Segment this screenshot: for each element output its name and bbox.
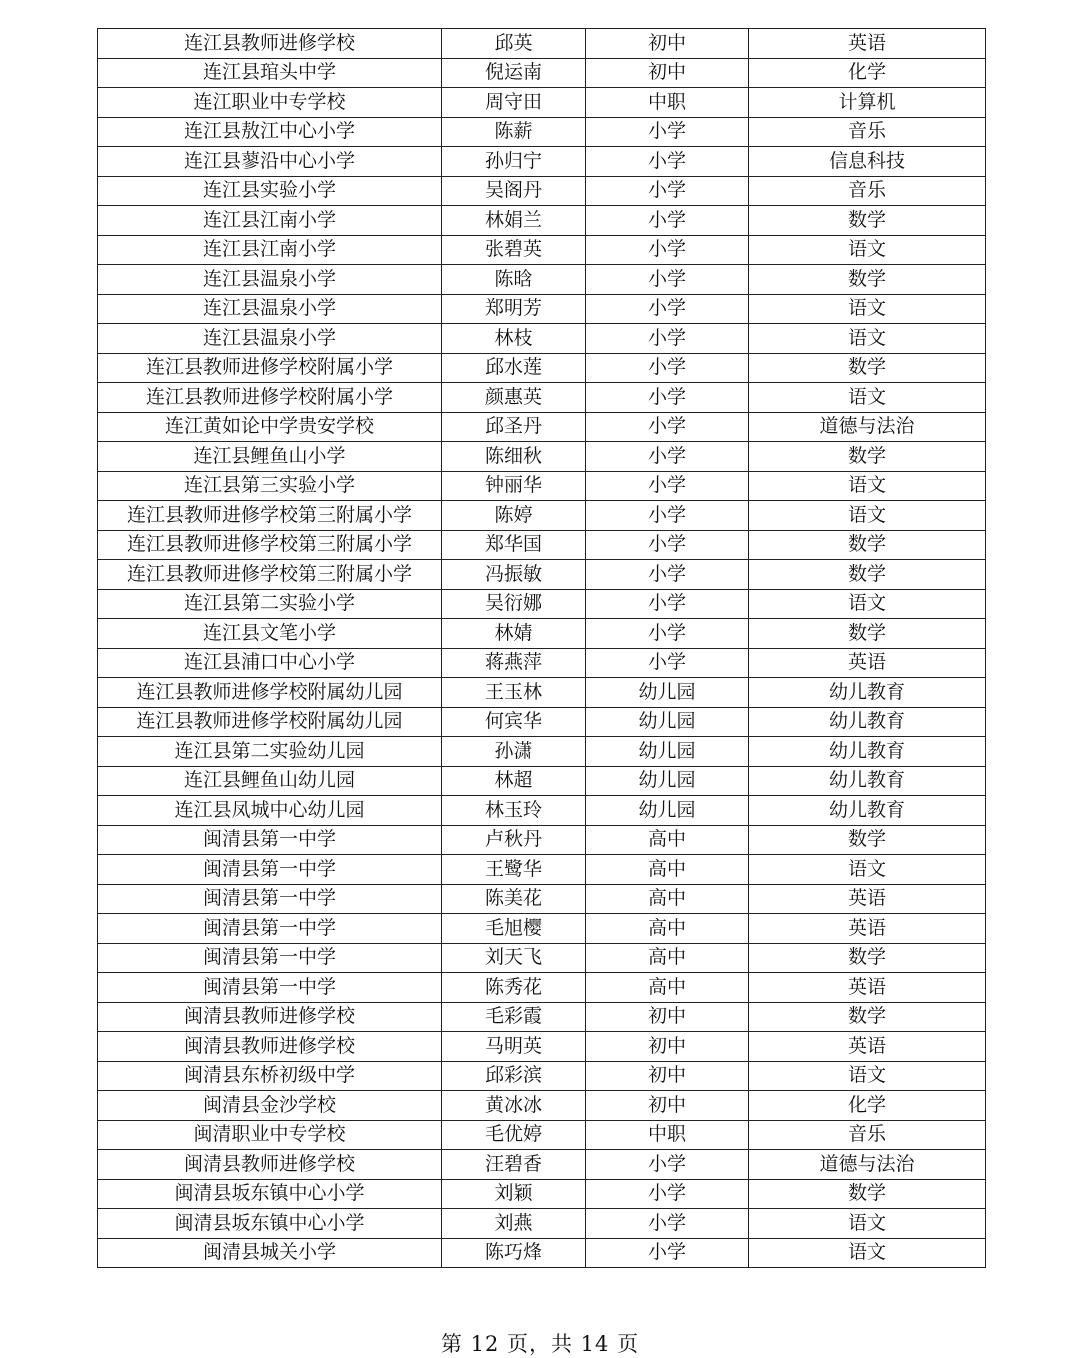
subject-cell: 英语 (749, 973, 986, 1003)
table-row (98, 1179, 986, 1209)
teacher-list-table (97, 28, 986, 1268)
name-cell: 汪碧香 (442, 1150, 586, 1180)
name-cell: 蒋燕萍 (442, 648, 586, 678)
name-cell: 马明英 (442, 1032, 586, 1062)
name-cell: 邱英 (442, 29, 586, 59)
subject-cell: 道德与法治 (749, 1150, 986, 1180)
level-cell: 初中 (586, 58, 749, 88)
table-row (98, 943, 986, 973)
table-row (98, 1120, 986, 1150)
subject-cell: 语文 (749, 324, 986, 354)
name-cell: 王鹭华 (442, 855, 586, 885)
name-cell: 吴阁丹 (442, 176, 586, 206)
level-cell: 高中 (586, 973, 749, 1003)
table-row (98, 147, 986, 177)
subject-cell: 语文 (749, 855, 986, 885)
school-cell: 连江县教师进修学校第三附属小学 (98, 530, 442, 560)
level-cell: 小学 (586, 1209, 749, 1239)
table-row (98, 589, 986, 619)
name-cell: 邱水莲 (442, 353, 586, 383)
name-cell: 毛彩霞 (442, 1002, 586, 1032)
table-row (98, 294, 986, 324)
level-cell: 中职 (586, 1120, 749, 1150)
subject-cell: 信息科技 (749, 147, 986, 177)
table-body (98, 29, 986, 1268)
level-cell: 幼儿园 (586, 796, 749, 826)
name-cell: 黄冰冰 (442, 1091, 586, 1121)
name-cell: 郑华国 (442, 530, 586, 560)
subject-cell: 语文 (749, 501, 986, 531)
level-cell: 幼儿园 (586, 737, 749, 767)
table-row (98, 176, 986, 206)
subject-cell: 数学 (749, 1179, 986, 1209)
name-cell: 吴衍娜 (442, 589, 586, 619)
table-row (98, 412, 986, 442)
subject-cell: 语文 (749, 471, 986, 501)
level-cell: 小学 (586, 117, 749, 147)
subject-cell: 英语 (749, 29, 986, 59)
level-cell: 高中 (586, 855, 749, 885)
level-cell: 幼儿园 (586, 707, 749, 737)
name-cell: 毛优婷 (442, 1120, 586, 1150)
level-cell: 小学 (586, 1238, 749, 1268)
level-cell: 小学 (586, 353, 749, 383)
school-cell: 连江职业中专学校 (98, 88, 442, 118)
subject-cell: 语文 (749, 1061, 986, 1091)
level-cell: 小学 (586, 383, 749, 413)
name-cell: 林玉玲 (442, 796, 586, 826)
school-cell: 闽清职业中专学校 (98, 1120, 442, 1150)
table-row (98, 560, 986, 590)
name-cell: 毛旭樱 (442, 914, 586, 944)
level-cell: 小学 (586, 1179, 749, 1209)
table-row (98, 442, 986, 472)
table-row (98, 353, 986, 383)
school-cell: 连江县江南小学 (98, 206, 442, 236)
name-cell: 何宾华 (442, 707, 586, 737)
level-cell: 小学 (586, 619, 749, 649)
school-cell: 闽清县教师进修学校 (98, 1002, 442, 1032)
subject-cell: 计算机 (749, 88, 986, 118)
level-cell: 初中 (586, 1091, 749, 1121)
name-cell: 刘燕 (442, 1209, 586, 1239)
school-cell: 连江县浦口中心小学 (98, 648, 442, 678)
table-row (98, 1002, 986, 1032)
table-row (98, 737, 986, 767)
table-row (98, 914, 986, 944)
level-cell: 小学 (586, 589, 749, 619)
table-row (98, 383, 986, 413)
school-cell: 连江县琯头中学 (98, 58, 442, 88)
subject-cell: 化学 (749, 58, 986, 88)
level-cell: 中职 (586, 88, 749, 118)
subject-cell: 英语 (749, 884, 986, 914)
table-row (98, 884, 986, 914)
name-cell: 陈晗 (442, 265, 586, 295)
table-row (98, 88, 986, 118)
subject-cell: 英语 (749, 1032, 986, 1062)
subject-cell: 数学 (749, 353, 986, 383)
level-cell: 小学 (586, 206, 749, 236)
subject-cell: 语文 (749, 1238, 986, 1268)
level-cell: 小学 (586, 265, 749, 295)
name-cell: 林超 (442, 766, 586, 796)
name-cell: 邱彩滨 (442, 1061, 586, 1091)
school-cell: 连江县江南小学 (98, 235, 442, 265)
name-cell: 倪运南 (442, 58, 586, 88)
school-cell: 闽清县第一中学 (98, 884, 442, 914)
school-cell: 连江县蓼沿中心小学 (98, 147, 442, 177)
subject-cell: 语文 (749, 383, 986, 413)
school-cell: 连江县教师进修学校附属小学 (98, 383, 442, 413)
level-cell: 小学 (586, 501, 749, 531)
subject-cell: 语文 (749, 1209, 986, 1239)
table-row (98, 973, 986, 1003)
school-cell: 连江县凤城中心幼儿园 (98, 796, 442, 826)
school-cell: 连江县教师进修学校 (98, 29, 442, 59)
level-cell: 小学 (586, 648, 749, 678)
table-row (98, 58, 986, 88)
level-cell: 小学 (586, 412, 749, 442)
school-cell: 连江县温泉小学 (98, 265, 442, 295)
subject-cell: 英语 (749, 648, 986, 678)
school-cell: 闽清县金沙学校 (98, 1091, 442, 1121)
level-cell: 幼儿园 (586, 678, 749, 708)
level-cell: 幼儿园 (586, 766, 749, 796)
name-cell: 林娟兰 (442, 206, 586, 236)
school-cell: 闽清县坂东镇中心小学 (98, 1179, 442, 1209)
level-cell: 小学 (586, 235, 749, 265)
name-cell: 陈巧烽 (442, 1238, 586, 1268)
school-cell: 闽清县第一中学 (98, 914, 442, 944)
table-row (98, 206, 986, 236)
table-row (98, 1091, 986, 1121)
table-row (98, 707, 986, 737)
table-row (98, 265, 986, 295)
subject-cell: 语文 (749, 589, 986, 619)
subject-cell: 幼儿教育 (749, 678, 986, 708)
table-row (98, 117, 986, 147)
name-cell: 陈秀花 (442, 973, 586, 1003)
level-cell: 初中 (586, 1061, 749, 1091)
subject-cell: 音乐 (749, 1120, 986, 1150)
school-cell: 连江县教师进修学校第三附属小学 (98, 560, 442, 590)
table-row (98, 1150, 986, 1180)
school-cell: 闽清县教师进修学校 (98, 1150, 442, 1180)
level-cell: 小学 (586, 530, 749, 560)
subject-cell: 数学 (749, 560, 986, 590)
level-cell: 小学 (586, 471, 749, 501)
name-cell: 林婧 (442, 619, 586, 649)
subject-cell: 音乐 (749, 176, 986, 206)
table-row (98, 855, 986, 885)
name-cell: 陈薪 (442, 117, 586, 147)
name-cell: 陈细秋 (442, 442, 586, 472)
school-cell: 连江县温泉小学 (98, 294, 442, 324)
school-cell: 连江县温泉小学 (98, 324, 442, 354)
subject-cell: 语文 (749, 294, 986, 324)
school-cell: 连江黄如论中学贵安学校 (98, 412, 442, 442)
name-cell: 邱圣丹 (442, 412, 586, 442)
subject-cell: 数学 (749, 530, 986, 560)
school-cell: 连江县教师进修学校附属小学 (98, 353, 442, 383)
name-cell: 张碧英 (442, 235, 586, 265)
subject-cell: 数学 (749, 619, 986, 649)
name-cell: 林枝 (442, 324, 586, 354)
name-cell: 刘天飞 (442, 943, 586, 973)
table-row (98, 678, 986, 708)
name-cell: 孙潇 (442, 737, 586, 767)
name-cell: 刘颖 (442, 1179, 586, 1209)
name-cell: 孙归宁 (442, 147, 586, 177)
school-cell: 闽清县第一中学 (98, 855, 442, 885)
level-cell: 初中 (586, 29, 749, 59)
school-cell: 连江县文笔小学 (98, 619, 442, 649)
school-cell: 闽清县教师进修学校 (98, 1032, 442, 1062)
name-cell: 陈婷 (442, 501, 586, 531)
level-cell: 小学 (586, 560, 749, 590)
name-cell: 郑明芳 (442, 294, 586, 324)
school-cell: 连江县教师进修学校附属幼儿园 (98, 707, 442, 737)
school-cell: 闽清县第一中学 (98, 973, 442, 1003)
level-cell: 小学 (586, 147, 749, 177)
level-cell: 高中 (586, 884, 749, 914)
table-row (98, 29, 986, 59)
subject-cell: 数学 (749, 442, 986, 472)
table-row (98, 1061, 986, 1091)
table-row (98, 766, 986, 796)
table-row (98, 619, 986, 649)
name-cell: 冯振敏 (442, 560, 586, 590)
subject-cell: 数学 (749, 943, 986, 973)
school-cell: 闽清县第一中学 (98, 943, 442, 973)
level-cell: 高中 (586, 914, 749, 944)
level-cell: 小学 (586, 324, 749, 354)
school-cell: 连江县实验小学 (98, 176, 442, 206)
table-row (98, 1209, 986, 1239)
level-cell: 小学 (586, 176, 749, 206)
school-cell: 闽清县第一中学 (98, 825, 442, 855)
subject-cell: 幼儿教育 (749, 737, 986, 767)
level-cell: 高中 (586, 943, 749, 973)
subject-cell: 数学 (749, 265, 986, 295)
school-cell: 连江县教师进修学校附属幼儿园 (98, 678, 442, 708)
page-number: 第 12 页，共 14 页 (440, 1332, 640, 1356)
subject-cell: 语文 (749, 235, 986, 265)
table-row (98, 1032, 986, 1062)
subject-cell: 化学 (749, 1091, 986, 1121)
table-row (98, 648, 986, 678)
name-cell: 周守田 (442, 88, 586, 118)
name-cell: 陈美花 (442, 884, 586, 914)
subject-cell: 数学 (749, 825, 986, 855)
table-row (98, 235, 986, 265)
level-cell: 初中 (586, 1032, 749, 1062)
school-cell: 连江县第三实验小学 (98, 471, 442, 501)
name-cell: 钟丽华 (442, 471, 586, 501)
teacher-list-table-container (97, 28, 985, 1268)
school-cell: 连江县鲤鱼山幼儿园 (98, 766, 442, 796)
school-cell: 闽清县东桥初级中学 (98, 1061, 442, 1091)
table-row (98, 501, 986, 531)
name-cell: 卢秋丹 (442, 825, 586, 855)
level-cell: 初中 (586, 1002, 749, 1032)
school-cell: 连江县第二实验幼儿园 (98, 737, 442, 767)
subject-cell: 幼儿教育 (749, 707, 986, 737)
subject-cell: 道德与法治 (749, 412, 986, 442)
table-row (98, 796, 986, 826)
table-row (98, 825, 986, 855)
level-cell: 高中 (586, 825, 749, 855)
table-row (98, 530, 986, 560)
school-cell: 闽清县坂东镇中心小学 (98, 1209, 442, 1239)
table-row (98, 324, 986, 354)
level-cell: 小学 (586, 294, 749, 324)
name-cell: 颜惠英 (442, 383, 586, 413)
table-row (98, 1238, 986, 1268)
level-cell: 小学 (586, 1150, 749, 1180)
table-row (98, 471, 986, 501)
subject-cell: 数学 (749, 1002, 986, 1032)
subject-cell: 音乐 (749, 117, 986, 147)
subject-cell: 幼儿教育 (749, 796, 986, 826)
school-cell: 闽清县城关小学 (98, 1238, 442, 1268)
subject-cell: 英语 (749, 914, 986, 944)
school-cell: 连江县鲤鱼山小学 (98, 442, 442, 472)
subject-cell: 幼儿教育 (749, 766, 986, 796)
level-cell: 小学 (586, 442, 749, 472)
school-cell: 连江县敖江中心小学 (98, 117, 442, 147)
school-cell: 连江县第二实验小学 (98, 589, 442, 619)
school-cell: 连江县教师进修学校第三附属小学 (98, 501, 442, 531)
subject-cell: 数学 (749, 206, 986, 236)
name-cell: 王玉林 (442, 678, 586, 708)
